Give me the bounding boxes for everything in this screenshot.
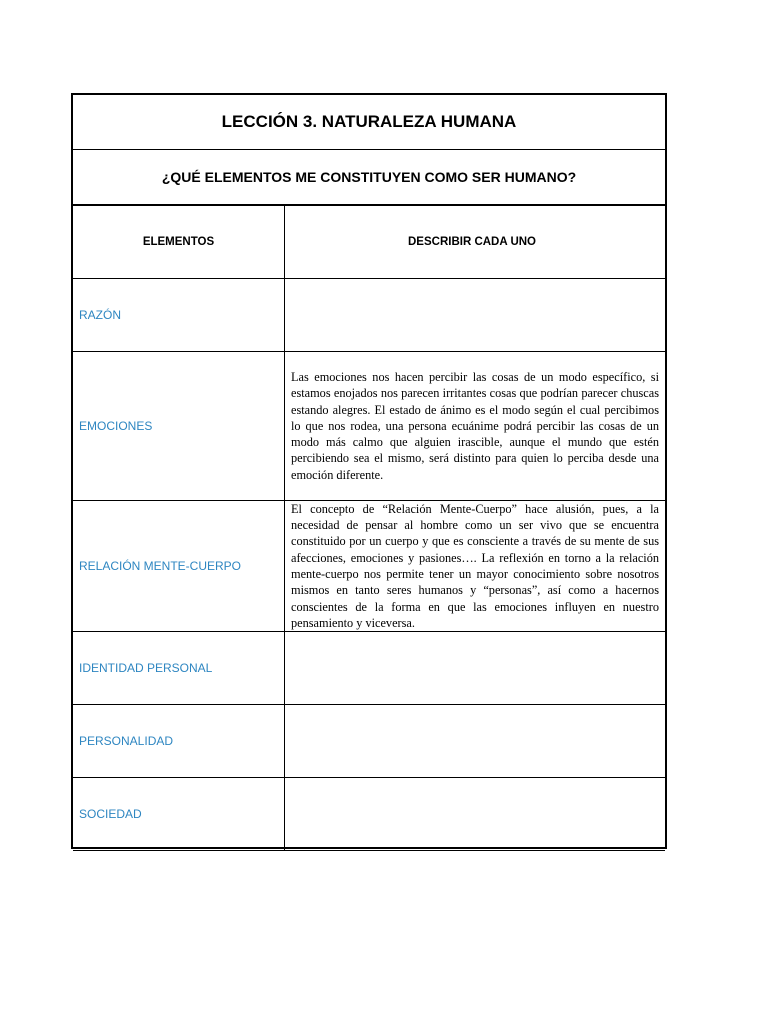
column-header-elementos: ELEMENTOS [73, 206, 285, 278]
element-label-personalidad: PERSONALIDAD [73, 705, 285, 777]
elements-table [73, 206, 665, 851]
table-header-row [73, 206, 665, 279]
column-header-describir: DESCRIBIR CADA UNO [408, 235, 536, 248]
description-cell-relacion-mente-cuerpo[interactable]: El concepto de “Relación Mente-Cuerpo” hace alusión, pues, a la necesidad de pensar al hombre como un ser vivo que se encuentra constituido por un cuerpo y que es consciente a través de su mente de sus afecciones, emociones y pasiones…. La reflexión en torno a la relación mente-cuerpo nos permite tener un mayor conocimiento sobre nosotros mismos en tanto seres humanos y “personas”, así como a hacernos conscientes de la forma en que las emociones influyen en nuestro pensamiento y viceversa. [291, 501, 659, 630]
element-label-sociedad: SOCIEDAD [73, 778, 285, 850]
element-label-relacion-mente-cuerpo: RELACIÓN MENTE-CUERPO [73, 501, 285, 631]
table-row-relacion-mente-cuerpo [73, 501, 665, 632]
table-row-identidad-personal [73, 632, 665, 705]
table-row-personalidad [73, 705, 665, 778]
description-cell-razon[interactable] [285, 279, 665, 351]
table-row-razon [73, 279, 665, 352]
element-label-emociones: EMOCIONES [73, 352, 285, 500]
element-label-razon: RAZÓN [73, 279, 285, 351]
table-row-sociedad [73, 778, 665, 851]
worksheet-table [71, 93, 667, 849]
table-row-emociones [73, 352, 665, 501]
description-cell-emociones[interactable]: Las emociones nos hacen percibir las cosas de un modo específico, si estamos enojados nos parecen irritantes cosas que podrían parecer chuscas estando alegres. El estado de ánimo es el modo según el cual percibimos lo que nos rodea, una persona ecuánime podrá percibir las cosas de un modo más calmo que alguien irascible, aunque el mundo que estén percibiendo sea el mismo, será distinto para quien lo perciba desde una emoción diferente. [291, 369, 659, 482]
description-cell-personalidad[interactable] [285, 705, 665, 777]
description-cell-sociedad[interactable] [285, 778, 665, 850]
element-label-identidad-personal: IDENTIDAD PERSONAL [73, 632, 285, 704]
page-subtitle: ¿QUÉ ELEMENTOS ME CONSTITUYEN COMO SER HUMANO? [73, 150, 665, 206]
page-title: LECCIÓN 3. NATURALEZA HUMANA [73, 95, 665, 150]
description-cell-identidad-personal[interactable] [285, 632, 665, 704]
